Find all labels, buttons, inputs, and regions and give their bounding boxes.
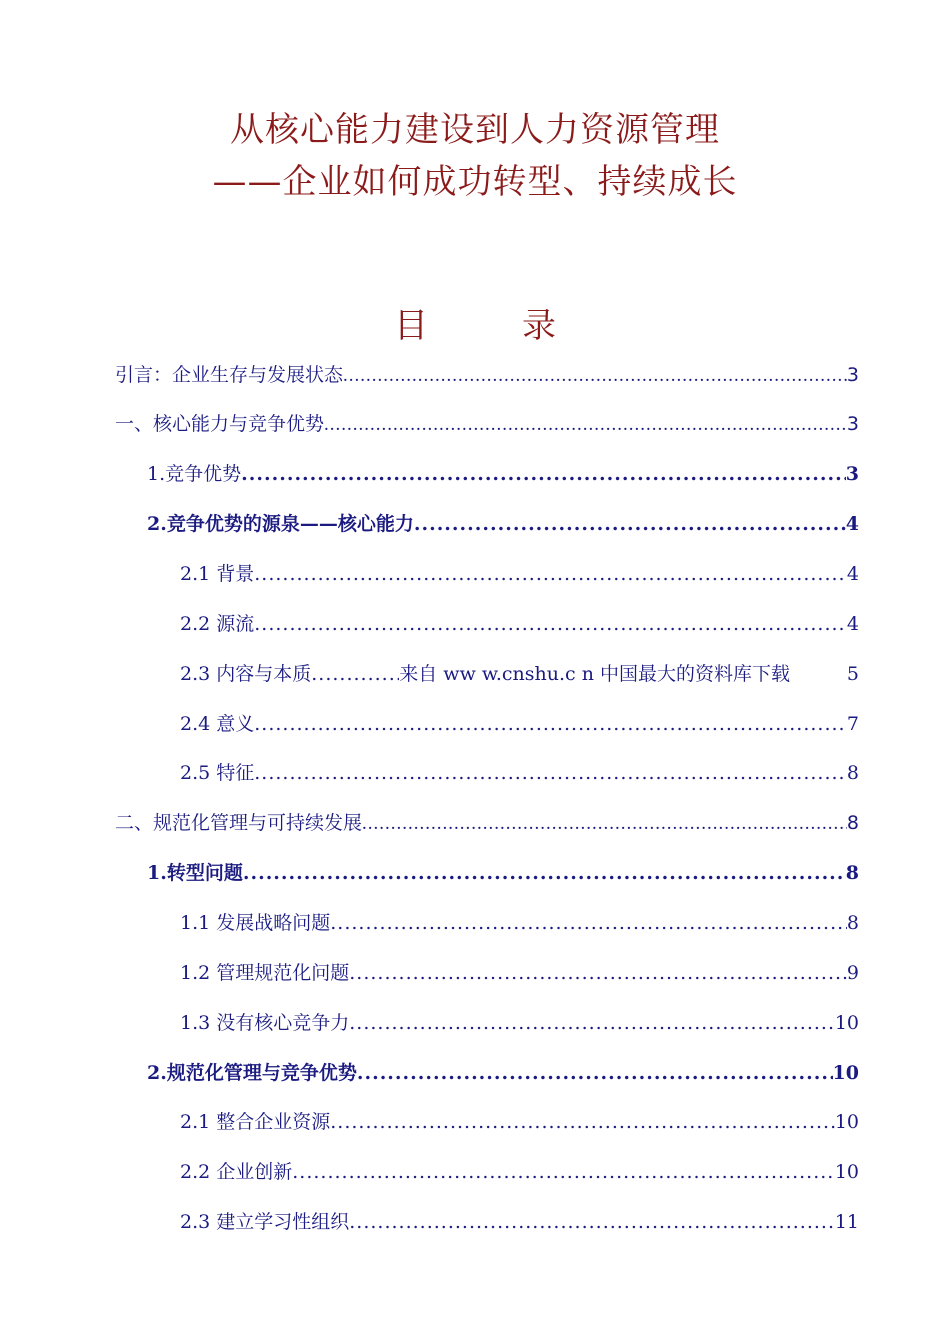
toc-entry-label: 引言：企业生存与发展状态 (115, 364, 344, 386)
toc-entry-intro[interactable] (115, 360, 859, 390)
toc-entry-1-1-sub[interactable] (180, 908, 859, 938)
toc-leader-dots (311, 659, 399, 689)
toc-leader-dots (243, 858, 846, 888)
toc-leader-dots (349, 1008, 835, 1038)
toc-leader-dots (241, 459, 846, 489)
toc-entry-label: 2.2 源流 (180, 613, 255, 635)
toc-entry-page: 10 (834, 1111, 859, 1133)
toc-leader-dots (414, 509, 846, 539)
toc-entry-page: 3 (845, 463, 859, 485)
toc-entry-label: 1.竞争优势 (147, 463, 242, 485)
title-line-2: ——企业如何成功转型、持续成长 (212, 162, 738, 202)
toc-entry-label: 2.竞争优势的源泉——核心能力 (147, 513, 414, 535)
toc-entry-2-2-section[interactable] (147, 1058, 859, 1088)
toc-entry-label: 2.1 背景 (180, 563, 255, 585)
toc-entry-2-3[interactable] (180, 659, 859, 689)
toc-entry-2-4[interactable] (180, 709, 859, 739)
toc-entry-1-3-sub[interactable] (180, 1008, 859, 1038)
toc-entry-page: 9 (846, 962, 859, 984)
toc-leader-dots (254, 709, 847, 739)
toc-entry-page: 3 (846, 364, 859, 386)
toc-entry-label: 二、规范化管理与可持续发展 (115, 812, 363, 834)
toc-entry-page: 10 (834, 1161, 859, 1183)
toc-leader-dots (349, 958, 847, 988)
toc-entry-chapter-2[interactable] (115, 808, 859, 838)
toc-entry-page: 8 (845, 862, 859, 884)
toc-entry-label: 2.1 整合企业资源 (180, 1111, 331, 1133)
toc-entry-page: 10 (834, 1012, 859, 1034)
toc-entry-2-1[interactable] (180, 559, 859, 589)
toc-entry-2-5[interactable] (180, 758, 859, 788)
toc-entry-page: 4 (845, 513, 859, 535)
toc-leader-dots (292, 1157, 835, 1187)
toc-leader-dots (357, 1058, 833, 1088)
toc-leader-dots (254, 609, 847, 639)
toc-entry-label: 2.规范化管理与竞争优势 (147, 1062, 357, 1084)
toc-entry-label: 1.1 发展战略问题 (180, 912, 331, 934)
toc-entry-label: 2.2 企业创新 (180, 1161, 293, 1183)
toc-entry-label: 1.2 管理规范化问题 (180, 962, 350, 984)
toc-inline-source-text: 来自 ww w.cnshu.c n 中国最大的资料库下载 (399, 663, 791, 685)
toc-entry-chapter-1[interactable] (115, 409, 859, 439)
toc-entry-page: 4 (846, 563, 859, 585)
toc-entry-2-3-sub[interactable] (180, 1207, 859, 1237)
toc-entry-label: 1.3 没有核心竞争力 (180, 1012, 350, 1034)
document-title (0, 104, 950, 208)
toc-entry-page: 7 (846, 713, 859, 735)
toc-entry-2-2[interactable] (180, 609, 859, 639)
toc-heading: 目 录 (394, 306, 586, 346)
toc-entry-2-2-sub[interactable] (180, 1157, 859, 1187)
toc-leader-dots (330, 1107, 835, 1137)
toc-entry-label: 2.5 特征 (180, 762, 255, 784)
toc-entry-1-1[interactable] (147, 459, 859, 489)
toc-leader-dots (330, 908, 847, 938)
toc-leader-dots (254, 559, 847, 589)
toc-entry-label: 2.4 意义 (180, 713, 255, 735)
toc-entry-1-2[interactable] (147, 509, 859, 539)
toc-entry-label: 一、核心能力与竞争优势 (115, 413, 325, 435)
toc-leader-dots (254, 758, 847, 788)
toc-entry-label: 1.转型问题 (147, 862, 243, 884)
title-line-1: 从核心能力建设到人力资源管理 (230, 110, 720, 150)
toc-entry-page: 8 (846, 762, 859, 784)
toc-entry-2-1-section[interactable] (147, 858, 859, 888)
toc-entry-label: 2.3 建立学习性组织 (180, 1211, 350, 1233)
toc-entry-page: 4 (846, 613, 859, 635)
toc-entry-1-2-sub[interactable] (180, 958, 859, 988)
toc-leader-dots (362, 809, 847, 838)
toc-leader-dots (324, 410, 847, 439)
toc-leader-dots (349, 1207, 835, 1237)
toc-entry-page: 11 (834, 1211, 859, 1233)
toc-entry-page: 5 (846, 663, 859, 685)
toc-entry-2-1-sub[interactable] (180, 1107, 859, 1137)
toc-entry-label: 2.3 内容与本质 (180, 663, 312, 685)
toc-leader-dots (343, 361, 847, 390)
toc-entry-page: 8 (846, 812, 859, 834)
toc-entry-page: 8 (846, 912, 859, 934)
toc-entry-page: 3 (846, 413, 859, 435)
toc-entry-page: 10 (832, 1062, 859, 1084)
